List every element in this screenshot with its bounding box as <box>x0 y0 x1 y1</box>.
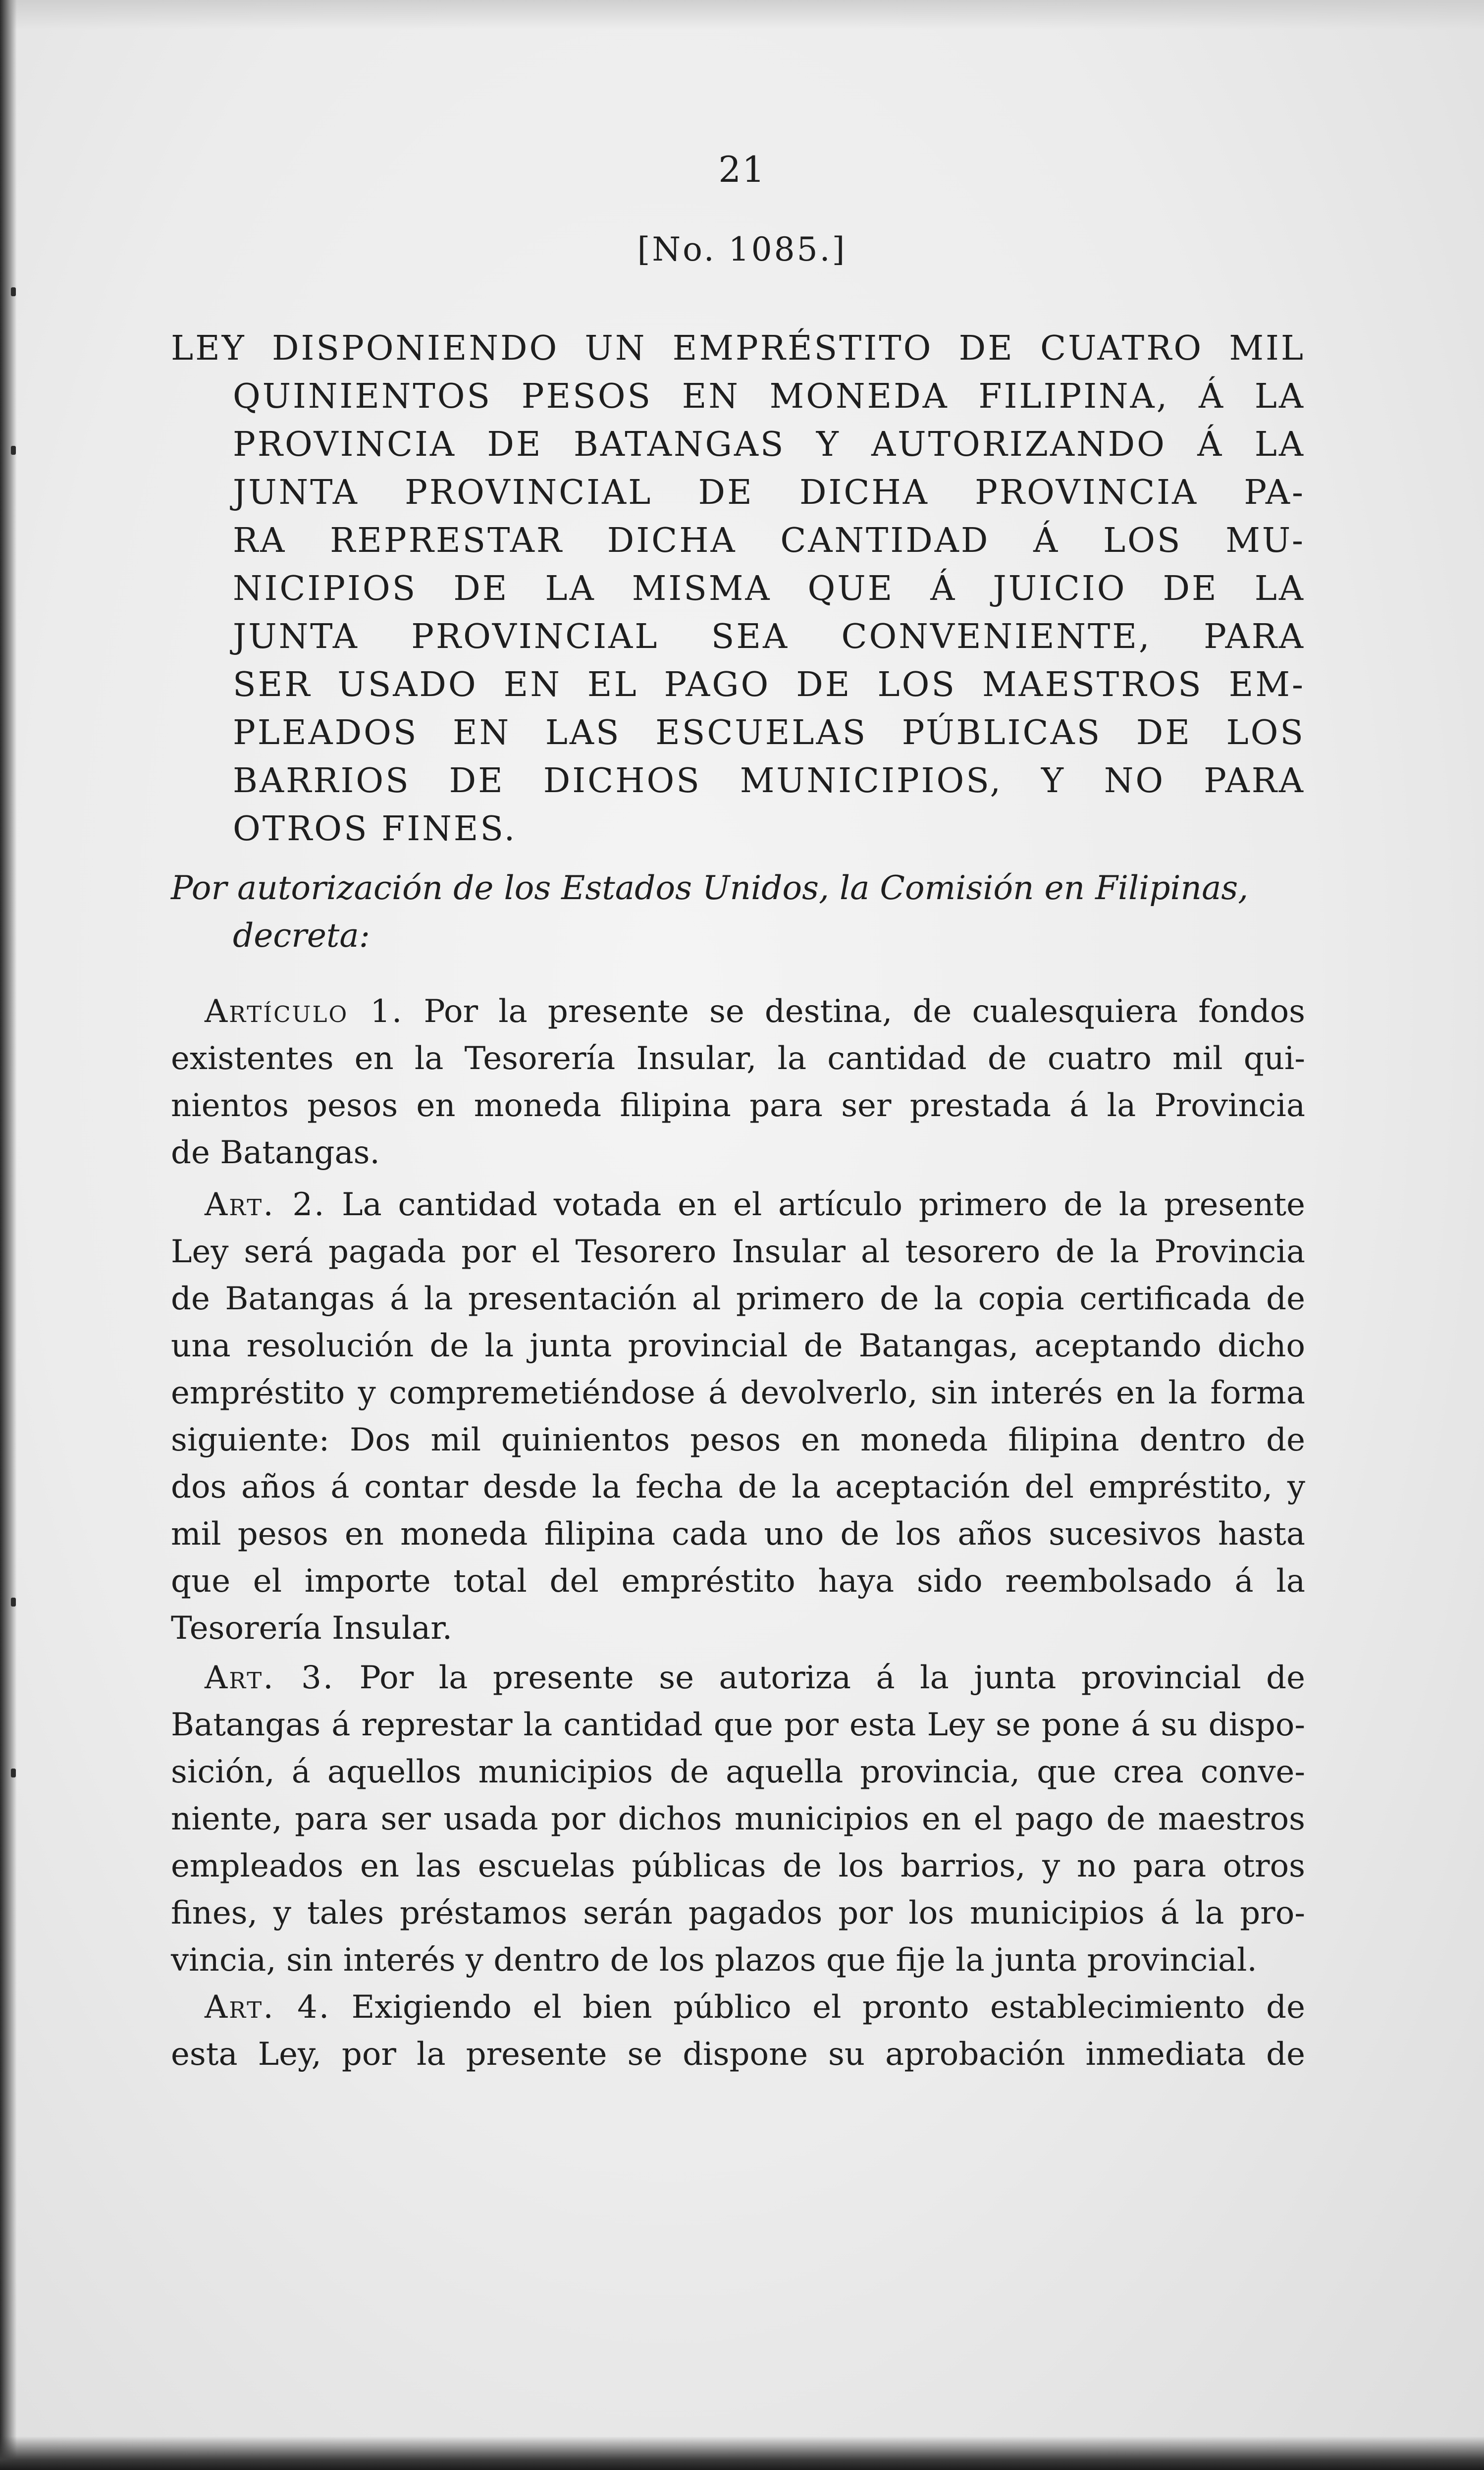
title-line: QUINIENTOS PESOS EN MONEDA FILIPINA, Á LA <box>233 377 1305 416</box>
article-line: mil pesos en moneda filipina cada uno de los años sucesivos hasta <box>171 1516 1305 1553</box>
article-text: Por la presente se destina, de cualesquiera fondos <box>424 993 1306 1030</box>
article-label: Artículo 1. <box>205 993 404 1030</box>
article-line: siguiente: Dos mil quinientos pesos en moneda filipina dentro de <box>171 1422 1305 1458</box>
article-line: dos años á contar desde la fecha de la aceptación del empréstito, y <box>171 1469 1305 1505</box>
article-line: vincia, sin interés y dentro de los plazos que fije la junta provincial. <box>171 1942 1257 1979</box>
article-line <box>171 988 1305 1035</box>
law-title <box>171 324 1305 853</box>
title-line: PROVINCIA DE BATANGAS Y AUTORIZANDO Á LA <box>233 425 1305 464</box>
article-line <box>171 1181 1305 1229</box>
enacting-line: decreta: <box>233 916 370 955</box>
article-line: Tesorería Insular. <box>171 1610 453 1647</box>
article-line: de Batangas á la presentación al primero de la copia certificada de <box>171 1281 1305 1317</box>
article-line: Ley será pagada por el Tesorero Insular al tesorero de la Provincia <box>171 1234 1305 1270</box>
article-line: fines, y tales préstamos serán pagados por los municipios á la pro- <box>171 1895 1305 1932</box>
article-line: nientos pesos en moneda filipina para ser prestada á la Provincia <box>171 1087 1305 1124</box>
article-line <box>171 1984 1305 2031</box>
article-line: existentes en la Tesorería Insular, la cantidad de cuatro mil qui- <box>171 1040 1305 1077</box>
title-line: PLEADOS EN LAS ESCUELAS PÚBLICAS DE LOS <box>233 713 1305 752</box>
law-number: [No. 1085.] <box>637 230 847 268</box>
article-2 <box>171 1181 1305 1652</box>
article-label: Art. 4. <box>205 1989 331 2026</box>
article-1 <box>171 988 1305 1177</box>
article-line: esta Ley, por la presente se dispone su aprobación inmediata de <box>171 2036 1305 2073</box>
page-number: 21 <box>718 149 766 190</box>
article-label: Art. 3. <box>205 1660 335 1696</box>
article-line: que el importe total del empréstito haya sido reembolsado á la <box>171 1563 1305 1600</box>
article-line: niente, para ser usada por dichos municipios en el pago de maestros <box>171 1801 1305 1837</box>
enacting-clause <box>171 864 1310 960</box>
title-line: LEY DISPONIENDO UN EMPRÉSTITO DE CUATRO MIL <box>171 329 1305 368</box>
article-line: Batangas á represtar la cantidad que por esta Ley se pone á su dispo- <box>171 1707 1305 1743</box>
article-4 <box>171 1984 1305 2078</box>
article-line: empleados en las escuelas públicas de los barrios, y no para otros <box>171 1848 1305 1884</box>
title-line: OTROS FINES. <box>233 809 517 849</box>
article-text: La cantidad votada en el artículo primero de la presente <box>342 1186 1306 1223</box>
title-line: RA REPRESTAR DICHA CANTIDAD Á LOS MU- <box>233 521 1305 560</box>
article-text: Exigiendo el bien público el pronto establecimiento de <box>351 1989 1306 2026</box>
article-line <box>171 1655 1305 1702</box>
article-line: sición, á aquellos municipios de aquella provincia, que crea conve- <box>171 1754 1305 1790</box>
title-line: JUNTA PROVINCIAL SEA CONVENIENTE, PARA <box>233 617 1305 656</box>
article-line: empréstito y compremetiéndose á devolverlo, sin interés en la forma <box>171 1375 1305 1411</box>
title-line: NICIPIOS DE LA MISMA QUE Á JUICIO DE LA <box>233 569 1305 608</box>
enacting-line: Por autorización de los Estados Unidos, la Comisión en Filipinas, <box>171 869 1249 907</box>
article-line: una resolución de la junta provincial de Batangas, aceptando dicho <box>171 1328 1305 1364</box>
article-label: Art. 2. <box>205 1186 326 1223</box>
title-line: BARRIOS DE DICHOS MUNICIPIOS, Y NO PARA <box>233 761 1305 801</box>
article-3 <box>171 1655 1305 1984</box>
title-line: JUNTA PROVINCIAL DE DICHA PROVINCIA PA- <box>233 473 1305 512</box>
article-line: de Batangas. <box>171 1134 380 1171</box>
article-text: Por la presente se autoriza á la junta provincial de <box>359 1660 1306 1696</box>
title-line: SER USADO EN EL PAGO DE LOS MAESTROS EM- <box>233 665 1305 704</box>
